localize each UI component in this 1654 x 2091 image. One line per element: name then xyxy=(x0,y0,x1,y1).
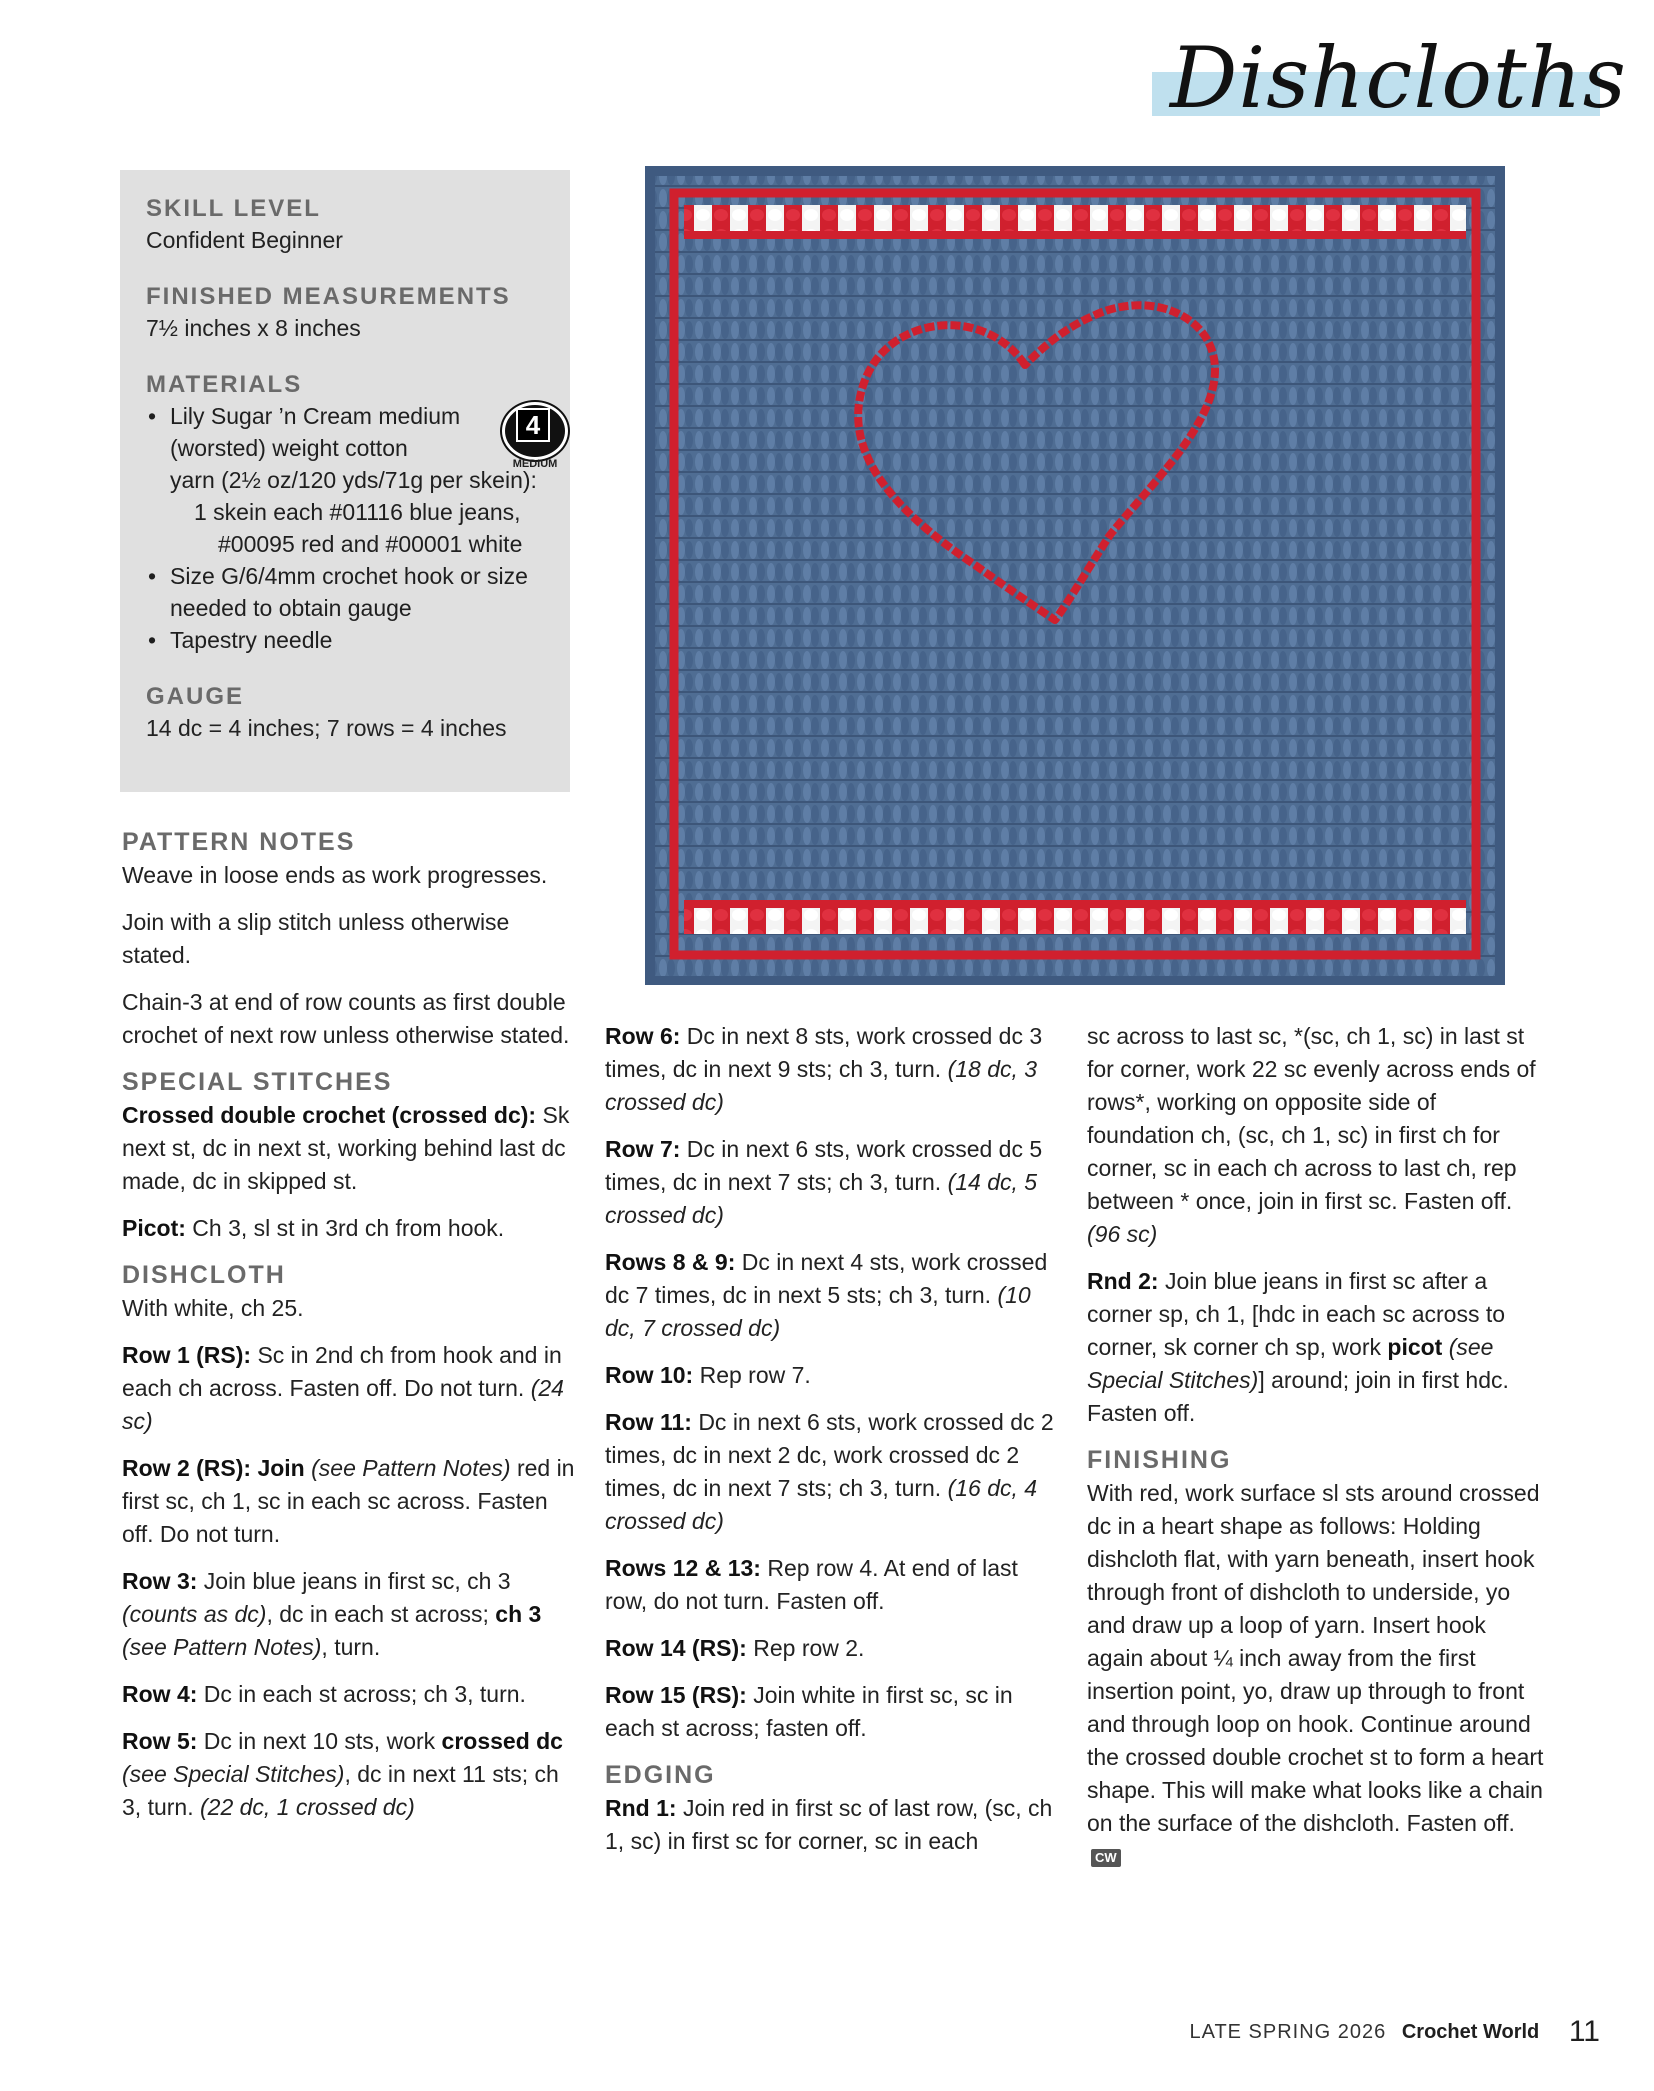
finishing-text: With red, work surface sl sts around crossed dc in a heart shape as follows: Holding dishcloth flat, with yarn beneath, insert hook through front of dishcloth to underside, yo and draw up a loop of yarn. Insert hook again about ¼ inch away from the first insertion point, yo, draw up through to front and through loop on hook. Continue around the crossed double crochet st to form a heart shape. This will make what looks like a chain on the surface of the dishcloth. Fasten off. xyxy=(1087,1480,1544,1836)
rows-12-13-label: Rows 12 & 13: xyxy=(605,1555,761,1581)
rnd-2-ref: (see Special Stitches) xyxy=(1087,1334,1494,1393)
row-11-label: Row 11: xyxy=(605,1409,692,1435)
dishcloth-photo xyxy=(640,165,1510,985)
end-mark-icon: CW xyxy=(1091,1849,1121,1867)
row-4 xyxy=(122,1678,577,1711)
measurements-block xyxy=(146,282,556,344)
row-15-text: Join white in first sc, sc in each st across; fasten off. xyxy=(605,1682,1013,1741)
rnd-2-label: Rnd 2: xyxy=(1087,1268,1159,1294)
row-6-count: (18 dc, 3 crossed dc) xyxy=(605,1056,1038,1115)
row-7-text: Dc in next 6 sts, work crossed dc 5 times, dc in next 7 sts; ch 3, turn. xyxy=(605,1136,1043,1195)
rows-8-9-text: Dc in next 4 sts, work crossed dc 7 times, dc in next 5 sts; ch 3, turn. xyxy=(605,1249,1048,1308)
top-stripe xyxy=(684,205,1466,231)
row-1-count: (24 sc) xyxy=(122,1375,564,1434)
edging-heading: EDGING xyxy=(605,1761,716,1789)
row-15-label: Row 15 (RS): xyxy=(605,1682,747,1708)
row-3-ref-2: (see Pattern Notes) xyxy=(122,1634,322,1660)
page-number: 11 xyxy=(1568,2015,1600,2048)
note-1: Weave in loose ends as work progresses. xyxy=(122,862,548,888)
row-3-text-b: , dc in each st across; xyxy=(266,1601,489,1627)
yarn-line-1: Lily Sugar ’n Cream medium xyxy=(170,403,461,429)
row-6 xyxy=(605,1020,1060,1119)
measurements-heading: FINISHED MEASUREMENTS xyxy=(146,283,511,310)
picot-definition xyxy=(122,1212,577,1245)
row-14-text: Rep row 2. xyxy=(753,1635,865,1661)
issue-label: LATE SPRING 2026 xyxy=(1189,2021,1387,2043)
row-7-label: Row 7: xyxy=(605,1136,681,1162)
row-2-ref: (see Pattern Notes) xyxy=(311,1455,511,1481)
row-7-count: (14 dc, 5 crossed dc) xyxy=(605,1169,1038,1228)
row-1 xyxy=(122,1339,577,1438)
finishing-paragraph xyxy=(1087,1477,1547,1873)
bottom-stripe xyxy=(684,908,1466,934)
row-11-text: Dc in next 6 sts, work crossed dc 2 times, dc in next 2 dc, work crossed dc 2 times, dc in next 7 sts; ch 3, turn. xyxy=(605,1409,1054,1501)
start-instruction: With white, ch 25. xyxy=(122,1295,304,1321)
special-stitches-heading: SPECIAL STITCHES xyxy=(122,1068,393,1096)
page-footer xyxy=(1160,2012,1600,2052)
note-2: Join with a slip stitch unless otherwise stated. xyxy=(122,909,510,968)
rnd-2-text-b: ] around; join in first hdc. Fasten off. xyxy=(1087,1367,1509,1426)
row-11-count: (16 dc, 4 crossed dc) xyxy=(605,1475,1038,1534)
rnd-2 xyxy=(1087,1265,1547,1430)
row-11 xyxy=(605,1406,1060,1538)
materials-list xyxy=(146,400,556,656)
materials-heading: MATERIALS xyxy=(146,371,303,398)
note-3: Chain-3 at end of row counts as first double crochet of next row unless otherwise stated. xyxy=(122,989,570,1048)
picot-label: Picot: xyxy=(122,1215,186,1241)
row-6-label: Row 6: xyxy=(605,1023,681,1049)
row-5-text-a: Dc in next 10 sts, work xyxy=(203,1728,436,1754)
rows-12-13-text: Rep row 4. At end of last row, do not turn. Fasten off. xyxy=(605,1555,1018,1614)
rows-8-9-count: (10 dc, 7 crossed dc) xyxy=(605,1282,1031,1341)
magazine-name: Crochet World xyxy=(1401,2021,1540,2043)
materials-block xyxy=(146,370,556,656)
row-14 xyxy=(605,1632,1060,1665)
row-5-count: (22 dc, 1 crossed dc) xyxy=(200,1794,415,1820)
rows-12-13 xyxy=(605,1552,1060,1618)
materials-item-hook xyxy=(146,560,556,624)
rows-8-9-label: Rows 8 & 9: xyxy=(605,1249,736,1275)
row-5-label: Row 5: xyxy=(122,1728,198,1754)
row-2-label: Row 2 (RS): xyxy=(122,1455,252,1481)
skill-level-heading: SKILL LEVEL xyxy=(146,195,321,222)
row-10 xyxy=(605,1359,1060,1392)
materials-item-needle: • Tapestry needle xyxy=(146,624,556,656)
dishcloth-body xyxy=(650,171,1500,981)
column-3 xyxy=(1087,1020,1547,1887)
column-1 xyxy=(122,822,577,1838)
crossed-dc-text: Sk next st, dc in next st, working behind last dc made, dc in skipped st. xyxy=(122,1102,570,1194)
row-10-text: Rep row 7. xyxy=(699,1362,811,1388)
row-7 xyxy=(605,1133,1060,1232)
yarn-line-4: 1 skein each #01116 blue jeans, xyxy=(194,499,521,525)
rnd-2-text-a: Join blue jeans in first sc after a corner sp, ch 1, [hdc in each sc across to corner, sk corner ch sp, work xyxy=(1087,1268,1506,1360)
row-3-text-a: Join blue jeans in first sc, ch 3 xyxy=(203,1568,511,1594)
row-3-label: Row 3: xyxy=(122,1568,198,1594)
row-2-join: Join xyxy=(257,1455,305,1481)
crossed-dc-label: Crossed double crochet (crossed dc): xyxy=(122,1102,537,1128)
skill-level-value: Confident Beginner xyxy=(146,227,343,253)
row-3-ref-1: (counts as dc) xyxy=(122,1601,267,1627)
gauge-block xyxy=(146,682,556,744)
row-1-label: Row 1 (RS): xyxy=(122,1342,252,1368)
rnd-1-continued xyxy=(1087,1020,1547,1251)
row-5-ref: (see Special Stitches) xyxy=(122,1761,345,1787)
yarn-line-5: #00095 red and #00001 white xyxy=(218,531,523,557)
gauge-heading: GAUGE xyxy=(146,683,245,710)
finishing-heading: FINISHING xyxy=(1087,1446,1232,1474)
row-5-text-b: , dc in next 11 sts; ch 3, turn. xyxy=(122,1761,559,1820)
rnd-1-label: Rnd 1: xyxy=(605,1795,677,1821)
materials-item-yarn xyxy=(146,400,556,560)
page-title: Dishcloths xyxy=(1170,29,1627,127)
row-5 xyxy=(122,1725,577,1824)
picot-text: Ch 3, sl st in 3rd ch from hook. xyxy=(192,1215,505,1241)
rnd-1 xyxy=(605,1792,1060,1858)
skill-level-block xyxy=(146,194,556,256)
dishcloth-heading: DISHCLOTH xyxy=(122,1261,286,1289)
row-15 xyxy=(605,1679,1060,1745)
column-2 xyxy=(605,1020,1060,1872)
yarn-weight-label: MEDIUM xyxy=(512,458,558,470)
rows-8-9 xyxy=(605,1246,1060,1345)
yarn-weight-icon xyxy=(498,400,572,472)
gauge-value: 14 dc = 4 inches; 7 rows = 4 inches xyxy=(146,715,507,741)
yarn-line-2: (worsted) weight cotton xyxy=(170,435,408,461)
row-3-ch3: ch 3 xyxy=(495,1601,542,1627)
row-1-text: Sc in 2nd ch from hook and in each ch across. Fasten off. Do not turn. xyxy=(122,1342,562,1401)
row-3 xyxy=(122,1565,577,1664)
yarn-weight-number: 4 xyxy=(516,408,550,442)
row-6-text: Dc in next 8 sts, work crossed dc 3 times, dc in next 9 sts; ch 3, turn. xyxy=(605,1023,1043,1082)
row-4-text: Dc in each st across; ch 3, turn. xyxy=(203,1681,526,1707)
row-14-label: Row 14 (RS): xyxy=(605,1635,747,1661)
row-10-label: Row 10: xyxy=(605,1362,694,1388)
info-sidebar xyxy=(120,170,570,792)
rnd-1-cont-text: sc across to last sc, *(sc, ch 1, sc) in last st for corner, work 22 sc evenly across ends of rows*, working on opposite side of foundation ch, (sc, ch 1, sc) in first ch for corner, sc in each ch across to last ch, rep between * once, join in first sc. Fasten off. xyxy=(1087,1023,1536,1214)
rnd-1-text: Join red in first sc of last row, (sc, ch 1, sc) in first sc for corner, sc in each xyxy=(605,1795,1053,1854)
row-3-text-c: , turn. xyxy=(321,1634,381,1660)
rnd-1-count: (96 sc) xyxy=(1087,1221,1158,1247)
rnd-2-picot: picot xyxy=(1387,1334,1443,1360)
hook-line-2: needed to obtain gauge xyxy=(170,595,412,621)
hook-line-1: Size G/6/4mm crochet hook or size xyxy=(170,563,528,589)
measurements-value: 7½ inches x 8 inches xyxy=(146,315,361,341)
row-5-bold: crossed dc xyxy=(441,1728,563,1754)
pattern-notes-heading: PATTERN NOTES xyxy=(122,828,356,856)
row-4-label: Row 4: xyxy=(122,1681,198,1707)
yarn-line-3: yarn (2½ oz/120 yds/71g per skein): xyxy=(170,467,537,493)
row-2-text: red in first sc, ch 1, sc in each sc across. Fasten off. Do not turn. xyxy=(122,1455,575,1547)
row-2 xyxy=(122,1452,577,1551)
crossed-dc-definition xyxy=(122,1099,577,1198)
